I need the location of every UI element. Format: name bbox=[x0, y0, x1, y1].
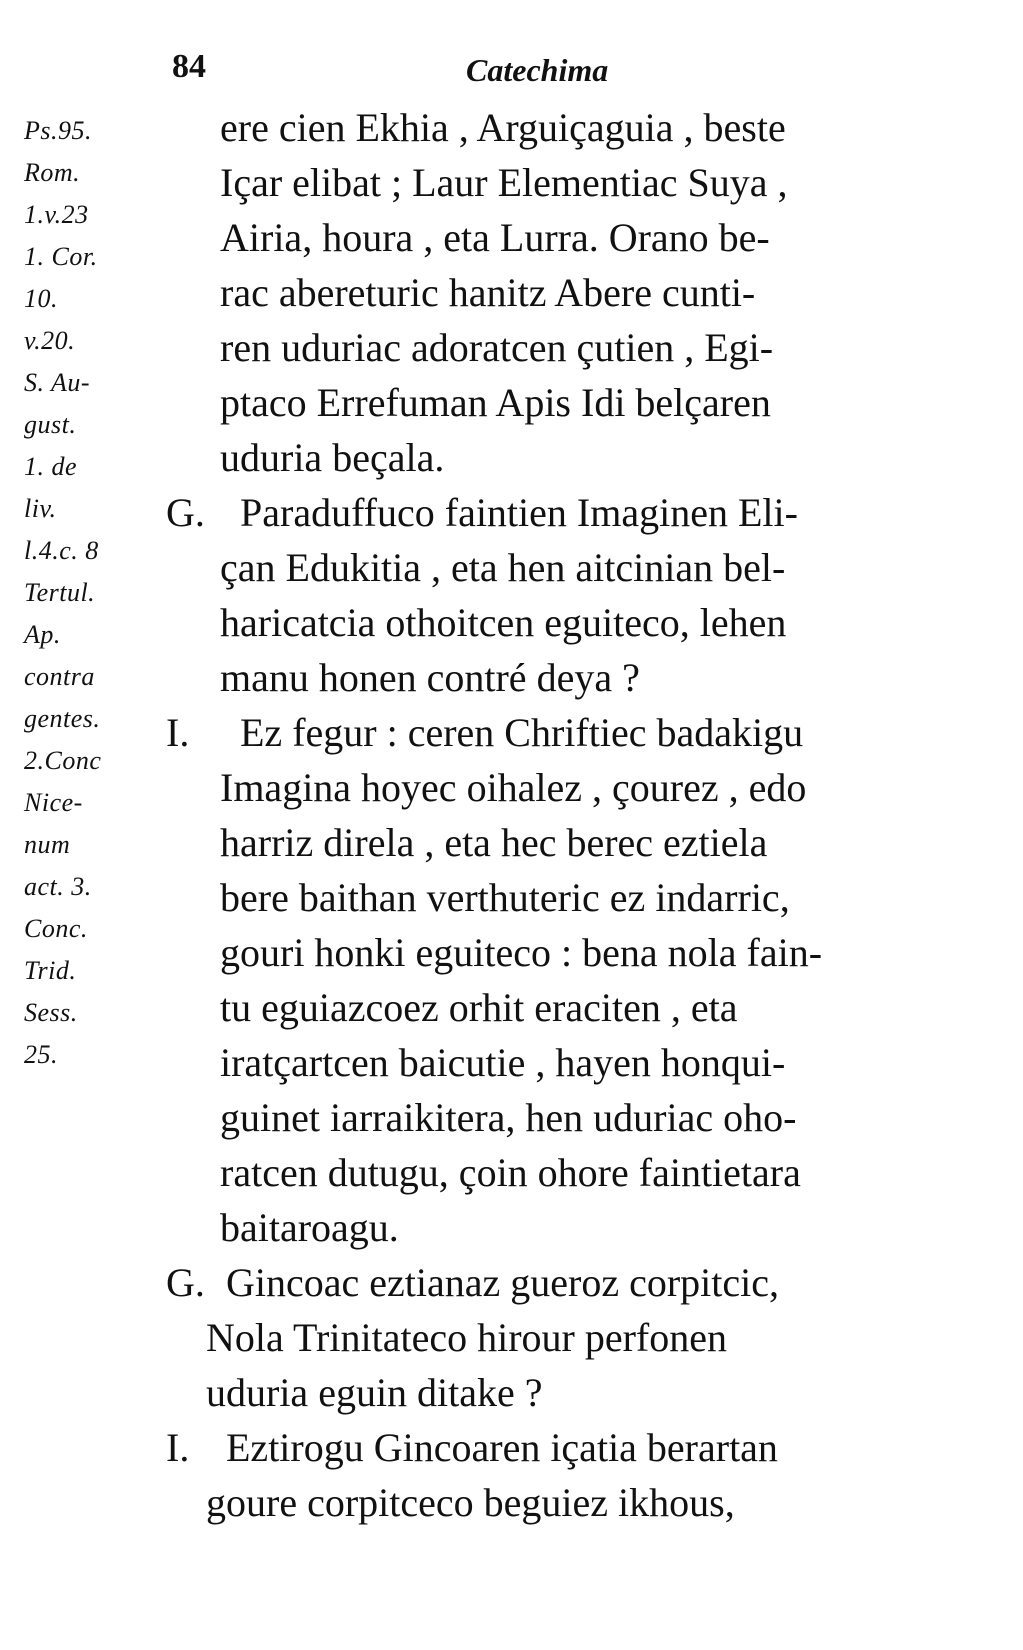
margin-note: v.20. bbox=[24, 326, 76, 355]
text-line: iratçartcen baicutie , hayen honqui- bbox=[220, 1040, 786, 1085]
text-line: harriz direla , eta hec berec eztiela bbox=[220, 820, 768, 865]
text-line: ptaco Errefuman Apis Idi belçaren bbox=[220, 380, 771, 425]
text-line: uduria beçala. bbox=[220, 435, 445, 480]
dialogue-paragraph bbox=[150, 100, 990, 485]
margin-note: 1. de bbox=[24, 452, 78, 481]
margin-note: Trid. bbox=[24, 956, 77, 985]
margin-note: Sess. bbox=[24, 998, 78, 1027]
margin-note: l.4.c. 8 bbox=[24, 536, 99, 565]
page-header bbox=[0, 48, 1023, 98]
text-line: bere baithan verthuteric ez indarric, bbox=[220, 875, 790, 920]
text-line: Imagina hoyec oihalez , çourez , edo bbox=[220, 765, 807, 810]
margin-note: Ap. bbox=[24, 620, 61, 649]
text-line: uduria eguin ditake ? bbox=[206, 1370, 543, 1415]
margin-note: contra bbox=[24, 662, 95, 691]
dialogue-paragraph bbox=[150, 705, 990, 1255]
text-line: Airia, houra , eta Lurra. Orano be- bbox=[220, 215, 770, 260]
speaker-label: G. bbox=[166, 490, 205, 535]
margin-note: 1.v.23 bbox=[24, 200, 89, 229]
margin-note: 10. bbox=[24, 284, 58, 313]
speaker-label: I. bbox=[166, 1425, 190, 1470]
margin-note: gentes. bbox=[24, 704, 101, 733]
margin-note: Nice- bbox=[24, 788, 83, 817]
text-line: Eztirogu Gincoaren içatia berartan bbox=[226, 1425, 778, 1470]
catechism-text bbox=[150, 100, 990, 1530]
running-title: Catechima bbox=[466, 52, 609, 88]
text-line: Paraduffuco faintien Imaginen Eli- bbox=[240, 490, 798, 535]
text-line: haricatcia othoitcen eguiteco, lehen bbox=[220, 600, 787, 645]
text-line: ere cien Ekhia , Arguiçaguia , beste bbox=[220, 105, 786, 150]
text-line: baitaroagu. bbox=[220, 1205, 399, 1250]
dialogue-paragraph bbox=[150, 485, 990, 705]
margin-note: num bbox=[24, 830, 71, 859]
text-line: çan Edukitia , eta hen aitcinian bel- bbox=[220, 545, 786, 590]
text-line: Nola Trinitateco hirour perfonen bbox=[206, 1315, 727, 1360]
text-line: Gincoac eztianaz gueroz corpitcic, bbox=[226, 1260, 780, 1305]
speaker-label: I. bbox=[166, 710, 190, 755]
text-line: Ez fegur : ceren Chriftiec badakigu bbox=[240, 710, 804, 755]
text-line: gouri honki eguiteco : bena nola fain- bbox=[220, 930, 823, 975]
text-line: ratcen dutugu, çoin ohore faintietara bbox=[220, 1150, 801, 1195]
margin-note: liv. bbox=[24, 494, 57, 523]
margin-note: gust. bbox=[24, 410, 77, 439]
text-line: goure corpitceco beguiez ikhous, bbox=[206, 1480, 735, 1525]
margin-note: Tertul. bbox=[24, 578, 96, 607]
text-line: Içar elibat ; Laur Elementiac Suya , bbox=[220, 160, 788, 205]
margin-note: 2.Conc bbox=[24, 746, 102, 775]
margin-note: 25. bbox=[24, 1040, 58, 1069]
margin-note: act. 3. bbox=[24, 872, 92, 901]
page-number: 84 bbox=[172, 48, 206, 85]
dialogue-paragraph bbox=[150, 1420, 990, 1530]
margin-note: S. Au- bbox=[24, 368, 91, 397]
dialogue-paragraph bbox=[150, 1255, 990, 1420]
text-line: manu honen contré deya ? bbox=[220, 655, 640, 700]
margin-note: 1. Cor. bbox=[24, 242, 98, 271]
text-line: ren uduriac adoratcen çutien , Egi- bbox=[220, 325, 774, 370]
speaker-label: G. bbox=[166, 1260, 205, 1305]
margin-note: Ps.95. bbox=[24, 116, 92, 145]
text-line: guinet iarraikitera, hen uduriac oho- bbox=[220, 1095, 797, 1140]
text-line: tu eguiazcoez orhit eraciten , eta bbox=[220, 985, 738, 1030]
text-line: rac abereturic hanitz Abere cunti- bbox=[220, 270, 756, 315]
margin-note: Conc. bbox=[24, 914, 88, 943]
margin-note: Rom. bbox=[24, 158, 81, 187]
